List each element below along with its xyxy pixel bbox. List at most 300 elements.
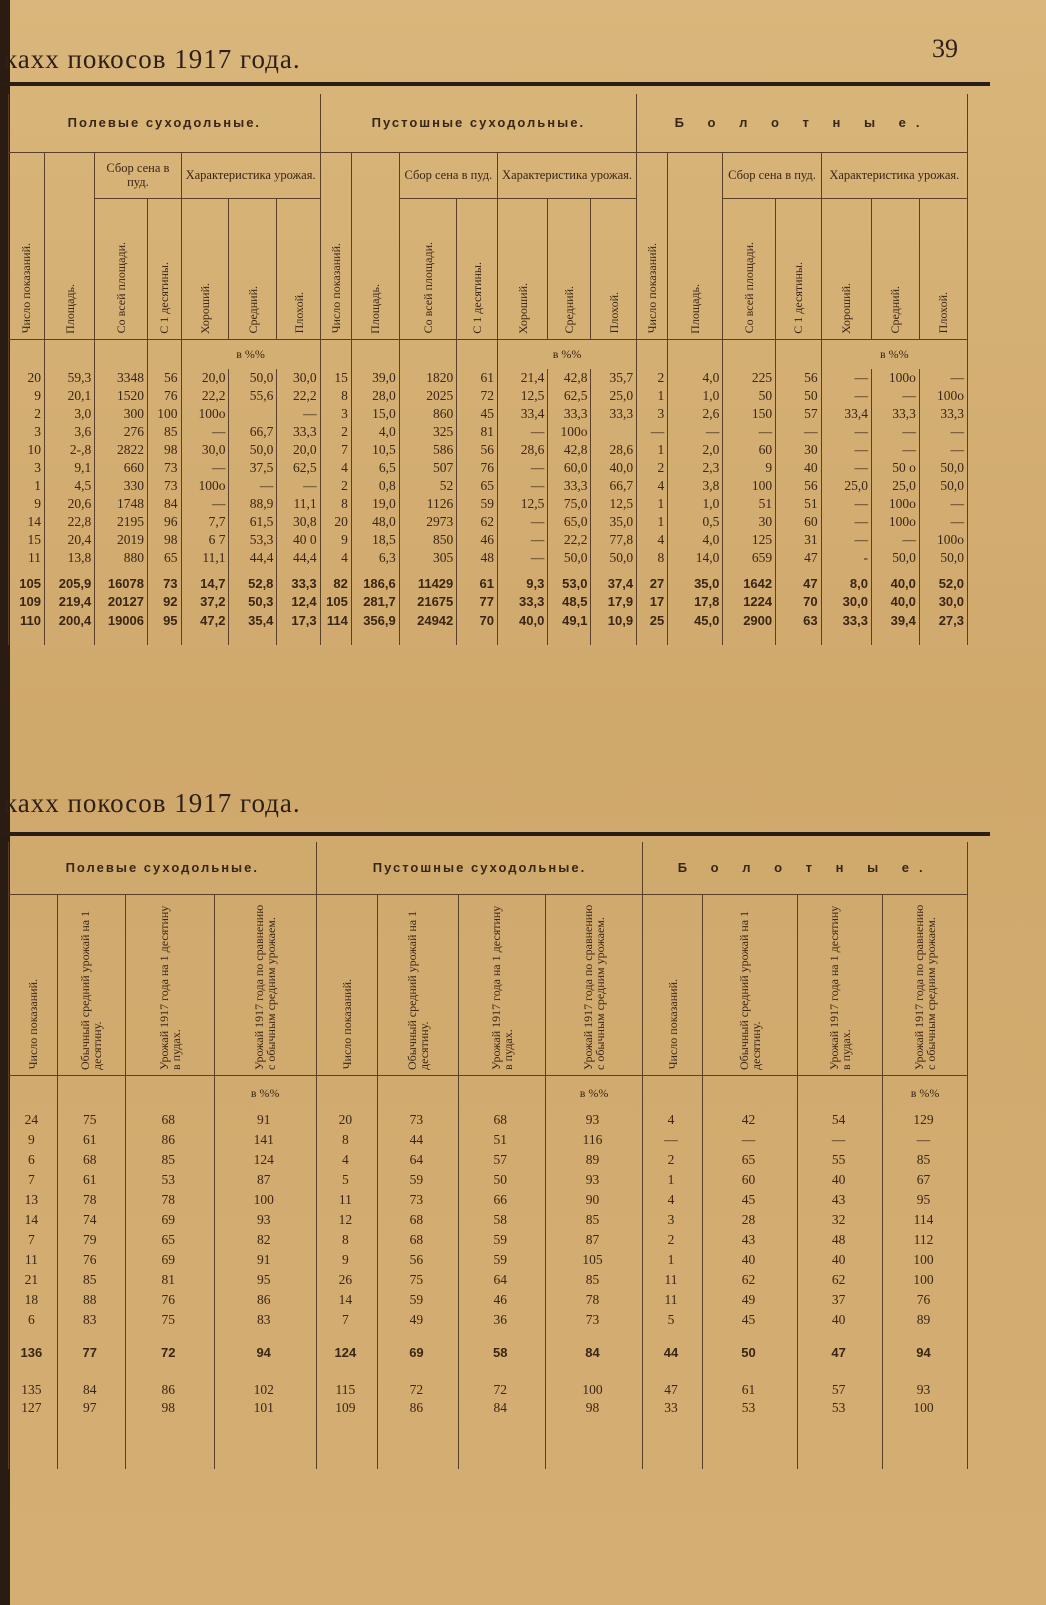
table-cell: 68 [458, 1111, 545, 1131]
table-cell: 53,3 [229, 531, 277, 549]
table-cell: 93 [545, 1171, 643, 1191]
table-cell: 30,0 [821, 593, 871, 612]
table-cell: 65,0 [548, 513, 591, 531]
table-cell: 12,5 [498, 387, 548, 405]
table-cell: 4 [637, 531, 668, 549]
table-cell: 59 [458, 1251, 545, 1271]
unit-label: в %% [181, 339, 320, 369]
table-cell: 13 [9, 1191, 58, 1211]
table-cell: 219,4 [44, 593, 94, 612]
table-cell: 73 [545, 1311, 643, 1331]
table-cell: 81 [125, 1271, 214, 1291]
table-row [9, 459, 968, 477]
table-cell: 11 [643, 1271, 702, 1291]
table-cell: 2 [637, 459, 668, 477]
table-cell: 109 [9, 593, 45, 612]
table-cell: 49,1 [548, 612, 591, 631]
table-cell: 1 [637, 513, 668, 531]
table-cell: 8 [316, 1231, 378, 1251]
table-cell: 7 [9, 1231, 58, 1251]
table-cell: 20,0 [277, 441, 320, 459]
table-cell: 11 [9, 549, 45, 567]
subgroup-harvest: Сбор сена в пуд. [95, 152, 181, 198]
table-cell: 98 [125, 1399, 214, 1419]
table-cell: 61 [457, 369, 498, 387]
col-label-medium: Средний. [562, 285, 577, 334]
table-cell: 30,0 [919, 593, 967, 612]
table-cell: 6 [9, 1151, 58, 1171]
table-cell: 1820 [399, 369, 457, 387]
table-cell: 21675 [399, 593, 457, 612]
table-cell [591, 423, 637, 441]
col-label-whole: Со всей площади. [114, 242, 129, 334]
table-cell: 14,7 [181, 567, 229, 593]
table-cell: 60 [723, 441, 776, 459]
table-cell: 60 [702, 1171, 797, 1191]
table-cell: 25,0 [871, 477, 919, 495]
col-label-count: Число показаний. [19, 243, 34, 334]
table-cell: 40,0 [498, 612, 548, 631]
table-cell: 77 [57, 1331, 125, 1375]
table-cell: 40,0 [871, 593, 919, 612]
table-cell: 25,0 [821, 477, 871, 495]
col-label-compare: Урожай 1917 года по сравнению с обычным средним урожаем. [912, 904, 939, 1070]
col-label-count: Число показаний. [25, 979, 40, 1070]
table-cell: — [919, 423, 967, 441]
table-cell: 27 [637, 567, 668, 593]
table-cell: 70 [776, 593, 822, 612]
table-cell: 1 [637, 387, 668, 405]
table-cell: 8 [320, 495, 351, 513]
table-cell: 325 [399, 423, 457, 441]
table-cell: 40 [798, 1311, 883, 1331]
table-cell: 110 [9, 612, 45, 631]
table-cell: 65 [125, 1231, 214, 1251]
table-cell: — [776, 423, 822, 441]
table-cell: 94 [883, 1331, 968, 1375]
col-label-per: С 1 десятины. [470, 261, 485, 334]
table-cell: 3 [320, 405, 351, 423]
table-cell: 33,3 [871, 405, 919, 423]
table-row [9, 1375, 968, 1399]
table-cell: 52,0 [919, 567, 967, 593]
table-cell: 127 [9, 1399, 58, 1419]
table-cell: 75,0 [548, 495, 591, 513]
col-label-usual: Обычный средний урожай на 1 десятину. [736, 910, 763, 1070]
table-cell: 95 [148, 612, 182, 631]
table-cell: 47 [776, 549, 822, 567]
col-label-yield-1917: Урожай 1917 года на 1 десятину в пудах. [827, 905, 854, 1070]
table-cell: 89 [883, 1311, 968, 1331]
table-cell: 124 [214, 1151, 316, 1171]
table-cell: 35,4 [229, 612, 277, 631]
table-cell: 24 [9, 1111, 58, 1131]
table-cell: 25,0 [591, 387, 637, 405]
table-cell: — [821, 423, 871, 441]
table-row [9, 1311, 968, 1331]
table-cell: 26 [316, 1271, 378, 1291]
table-cell: — [821, 531, 871, 549]
table-cell: 4,5 [44, 477, 94, 495]
table-cell: 37 [798, 1291, 883, 1311]
table-cell: 51 [723, 495, 776, 513]
table-cell: 100 [883, 1399, 968, 1419]
total-row [9, 567, 968, 593]
col-label-yield-1917: Урожай 1917 года на 1 десятину в пудах. [488, 905, 515, 1070]
table-cell: 2,3 [668, 459, 723, 477]
table-cell: 76 [883, 1291, 968, 1311]
table-cell: 129 [883, 1111, 968, 1131]
table-cell: 2,6 [668, 405, 723, 423]
table-cell: 6,5 [351, 459, 399, 477]
table-cell: 86 [125, 1131, 214, 1151]
table-cell: 1,0 [668, 387, 723, 405]
table-cell: 16078 [95, 567, 148, 593]
table-cell: — [277, 405, 320, 423]
group-header-field: Полевые суходольные. [9, 842, 317, 894]
group-header-wasteland: Пустошные суходольные. [320, 94, 636, 152]
table-cell: 12,5 [591, 495, 637, 513]
table-cell: 124 [316, 1331, 378, 1375]
table-cell: 14 [9, 1211, 58, 1231]
table-cell: 59 [457, 495, 498, 513]
table-cell: 78 [545, 1291, 643, 1311]
table-cell: 61,5 [229, 513, 277, 531]
table-cell: — [229, 477, 277, 495]
table-cell: 93 [214, 1211, 316, 1231]
table-cell: 47 [798, 1331, 883, 1375]
table-cell: 31 [776, 531, 822, 549]
bottom-table [8, 842, 968, 1469]
table-cell: 35,0 [591, 513, 637, 531]
table-cell: 72 [457, 387, 498, 405]
table-cell: 11 [643, 1291, 702, 1311]
table-cell: 51 [458, 1131, 545, 1151]
table-cell: 96 [148, 513, 182, 531]
table-cell: 205,9 [44, 567, 94, 593]
table-cell: 53,0 [548, 567, 591, 593]
table-cell: 2 [320, 477, 351, 495]
table-cell: 50 o [871, 459, 919, 477]
table-cell: 40 [702, 1251, 797, 1271]
table-cell: 45 [702, 1311, 797, 1331]
table-cell: 46 [458, 1291, 545, 1311]
table-cell: 11,1 [181, 549, 229, 567]
table-cell: 22,2 [277, 387, 320, 405]
table-cell: 47 [776, 567, 822, 593]
table-cell: 76 [457, 459, 498, 477]
col-label-compare: Урожай 1917 года по сравнению с обычным средним урожаем. [581, 904, 608, 1070]
table-cell: 65 [148, 549, 182, 567]
table-cell: 33,3 [277, 567, 320, 593]
table-cell: 860 [399, 405, 457, 423]
table-cell: 0,5 [668, 513, 723, 531]
table-cell: 4 [637, 477, 668, 495]
table-cell: 4 [320, 549, 351, 567]
table-cell: 30,8 [277, 513, 320, 531]
table-cell: — [871, 423, 919, 441]
table-cell: 85 [125, 1151, 214, 1171]
table-cell: 10 [9, 441, 45, 459]
table-cell: 40,0 [591, 459, 637, 477]
table-cell: 95 [883, 1191, 968, 1211]
col-label-count: Число показаний. [339, 979, 354, 1070]
table-row [9, 1151, 968, 1171]
table-cell: — [919, 369, 967, 387]
table-cell: 61 [57, 1171, 125, 1191]
table-cell: 98 [148, 441, 182, 459]
table-cell: 68 [57, 1151, 125, 1171]
table-cell: 50,0 [548, 549, 591, 567]
group-header-marsh: Б о л о т н ы е. [637, 94, 968, 152]
total-row [9, 593, 968, 612]
subgroup-character: Характеристика урожая. [821, 152, 967, 198]
col-label-whole: Со всей площади. [742, 242, 757, 334]
table-cell: 8 [637, 549, 668, 567]
table-cell: 50,0 [919, 477, 967, 495]
col-label-area: Площадь. [368, 283, 383, 334]
table-cell: 57 [798, 1375, 883, 1399]
table-cell: 17 [637, 593, 668, 612]
table-cell: 76 [125, 1291, 214, 1311]
table-row [9, 1111, 968, 1131]
table-cell: 93 [545, 1111, 643, 1131]
table-cell: 1126 [399, 495, 457, 513]
table-cell: 40 [798, 1251, 883, 1271]
table-cell: 62,5 [548, 387, 591, 405]
table-cell: — [668, 423, 723, 441]
table-cell: 73 [378, 1191, 459, 1211]
table-cell: 48,5 [548, 593, 591, 612]
table-cell: 62 [702, 1271, 797, 1291]
col-label-good: Хороший. [515, 282, 530, 334]
table-cell: 850 [399, 531, 457, 549]
table-cell: 39,4 [871, 612, 919, 631]
table-cell: 73 [148, 477, 182, 495]
table-cell: 55,6 [229, 387, 277, 405]
table-cell: 65 [702, 1151, 797, 1171]
table-cell: 136 [9, 1331, 58, 1375]
unit-label: в %% [498, 339, 637, 369]
table-cell: 22,2 [548, 531, 591, 549]
table-cell: 87 [545, 1231, 643, 1251]
table-cell: 85 [545, 1271, 643, 1291]
table-cell: 81 [457, 423, 498, 441]
table-cell: 50,3 [229, 593, 277, 612]
table-cell: 15 [9, 531, 45, 549]
table-cell: 114 [883, 1211, 968, 1231]
table-cell: 2 [643, 1151, 702, 1171]
table-cell: 25 [637, 612, 668, 631]
table-cell: — [498, 477, 548, 495]
table-cell: 30,0 [181, 441, 229, 459]
table-cell: 9 [316, 1251, 378, 1271]
table-cell: 39,0 [351, 369, 399, 387]
table-cell: 54 [798, 1111, 883, 1131]
col-label-good: Хороший. [198, 282, 213, 334]
table-cell: 7 [316, 1311, 378, 1331]
table-cell: 59 [378, 1171, 459, 1191]
table-cell: 7,7 [181, 513, 229, 531]
table-cell: — [821, 513, 871, 531]
table-cell: 4 [320, 459, 351, 477]
table-cell: 33,3 [821, 612, 871, 631]
table-cell: 90 [545, 1191, 643, 1211]
table-cell: 68 [378, 1231, 459, 1251]
table-cell: 32 [798, 1211, 883, 1231]
table-cell: 56 [378, 1251, 459, 1271]
table-cell: 14 [316, 1291, 378, 1311]
table-cell: 45,0 [668, 612, 723, 631]
table-cell: 35,0 [668, 567, 723, 593]
unit-label: в %% [214, 1075, 316, 1111]
table-cell: 98 [545, 1399, 643, 1419]
table-cell: — [821, 459, 871, 477]
subgroup-harvest: Сбор сена в пуд. [399, 152, 497, 198]
table-cell: 36 [458, 1311, 545, 1331]
table-cell: — [637, 423, 668, 441]
table-cell: 1 [9, 477, 45, 495]
table-cell: 100o [919, 387, 967, 405]
table-cell: 73 [378, 1111, 459, 1131]
table-cell: — [821, 387, 871, 405]
table-cell: 19006 [95, 612, 148, 631]
table-cell: 59 [458, 1231, 545, 1251]
table-cell: 52 [399, 477, 457, 495]
total-row [9, 612, 968, 631]
table-row [9, 1171, 968, 1191]
table-cell: 200,4 [44, 612, 94, 631]
top-rule [0, 82, 990, 86]
table-cell: 50 [723, 387, 776, 405]
table-cell: 8 [320, 387, 351, 405]
table-cell: 59 [378, 1291, 459, 1311]
table-cell: 78 [125, 1191, 214, 1211]
table-cell: 37,2 [181, 593, 229, 612]
table-cell: 10,9 [591, 612, 637, 631]
table-cell: 3 [9, 423, 45, 441]
table-row [9, 1399, 968, 1419]
table-cell: 50,0 [871, 549, 919, 567]
table-cell: 4,0 [668, 531, 723, 549]
table-row [9, 387, 968, 405]
table-cell: 225 [723, 369, 776, 387]
table-cell: 64 [378, 1151, 459, 1171]
table-cell: 66,7 [591, 477, 637, 495]
col-label-yield-1917: Урожай 1917 года на 1 десятину в пудах. [156, 905, 183, 1070]
table-cell: 115 [316, 1375, 378, 1399]
unit-label: в %% [821, 339, 967, 369]
table-cell: 40,0 [871, 567, 919, 593]
col-label-area: Площадь. [688, 283, 703, 334]
table-cell: 100o [871, 495, 919, 513]
table-cell: 8,0 [821, 567, 871, 593]
table-cell: 83 [214, 1311, 316, 1331]
table-cell: 52,8 [229, 567, 277, 593]
table-cell: 3 [643, 1211, 702, 1231]
table-cell: 33,3 [277, 423, 320, 441]
table-cell: 100 [723, 477, 776, 495]
table-cell: 6 7 [181, 531, 229, 549]
table-cell: 100o [871, 513, 919, 531]
col-label-count: Число показаний. [328, 243, 343, 334]
table-cell: 58 [458, 1331, 545, 1375]
table-cell: 49 [702, 1291, 797, 1311]
table-cell: 125 [723, 531, 776, 549]
col-label-usual: Обычный средний урожай на 1 десятину. [78, 910, 105, 1070]
table-cell: — [821, 369, 871, 387]
table-cell: 660 [95, 459, 148, 477]
table-cell: 40 [776, 459, 822, 477]
table-cell: 56 [776, 369, 822, 387]
table-cell: 27,3 [919, 612, 967, 631]
table-cell: 45 [702, 1191, 797, 1211]
table-cell: 55 [798, 1151, 883, 1171]
table-cell: 2 [643, 1231, 702, 1251]
table-cell: 97 [57, 1399, 125, 1419]
table-cell: 21,4 [498, 369, 548, 387]
table-cell: 67 [883, 1171, 968, 1191]
table-cell: 37,4 [591, 567, 637, 593]
table-cell: 28 [702, 1211, 797, 1231]
table-cell: 9,1 [44, 459, 94, 477]
table-cell: 6 [9, 1311, 58, 1331]
table-cell: 12 [316, 1211, 378, 1231]
table-cell: 18,5 [351, 531, 399, 549]
table-cell: 42,8 [548, 441, 591, 459]
col-label-whole: Со всей площади. [421, 242, 435, 334]
table-row [9, 1251, 968, 1271]
table-cell: 9 [9, 1131, 58, 1151]
table-cell: 11 [316, 1191, 378, 1211]
table-cell: 6,3 [351, 549, 399, 567]
table-cell: 22,8 [44, 513, 94, 531]
table-cell: 76 [57, 1251, 125, 1271]
table-cell: 57 [458, 1151, 545, 1171]
table-cell: 40 0 [277, 531, 320, 549]
table-cell: 86 [125, 1375, 214, 1399]
table-cell: 79 [57, 1231, 125, 1251]
table-cell: 53 [125, 1171, 214, 1191]
table-cell: 63 [776, 612, 822, 631]
table-cell: 24942 [399, 612, 457, 631]
table-cell: 56 [776, 477, 822, 495]
table-cell: 15 [320, 369, 351, 387]
table-cell: 9 [320, 531, 351, 549]
table-cell: 84 [57, 1375, 125, 1399]
table-cell: 2900 [723, 612, 776, 631]
table-cell: 305 [399, 549, 457, 567]
table-cell: 46 [457, 531, 498, 549]
table-cell: 48 [798, 1231, 883, 1251]
table-cell: 75 [378, 1271, 459, 1291]
table-cell: — [871, 387, 919, 405]
table-cell: 47,2 [181, 612, 229, 631]
table-cell: 1 [637, 495, 668, 513]
table-cell: 20,1 [44, 387, 94, 405]
table-cell: 507 [399, 459, 457, 477]
table-cell: 20,4 [44, 531, 94, 549]
table-cell: 44 [378, 1131, 459, 1151]
table-cell: 84 [545, 1331, 643, 1375]
table-cell: 53 [798, 1399, 883, 1419]
table-cell: 7 [9, 1171, 58, 1191]
table-cell: 12,4 [277, 593, 320, 612]
group-header-marsh: Б о л о т н ы е. [643, 842, 968, 894]
table-cell: 88 [57, 1291, 125, 1311]
table-cell: 20127 [95, 593, 148, 612]
table-cell: 87 [214, 1171, 316, 1191]
